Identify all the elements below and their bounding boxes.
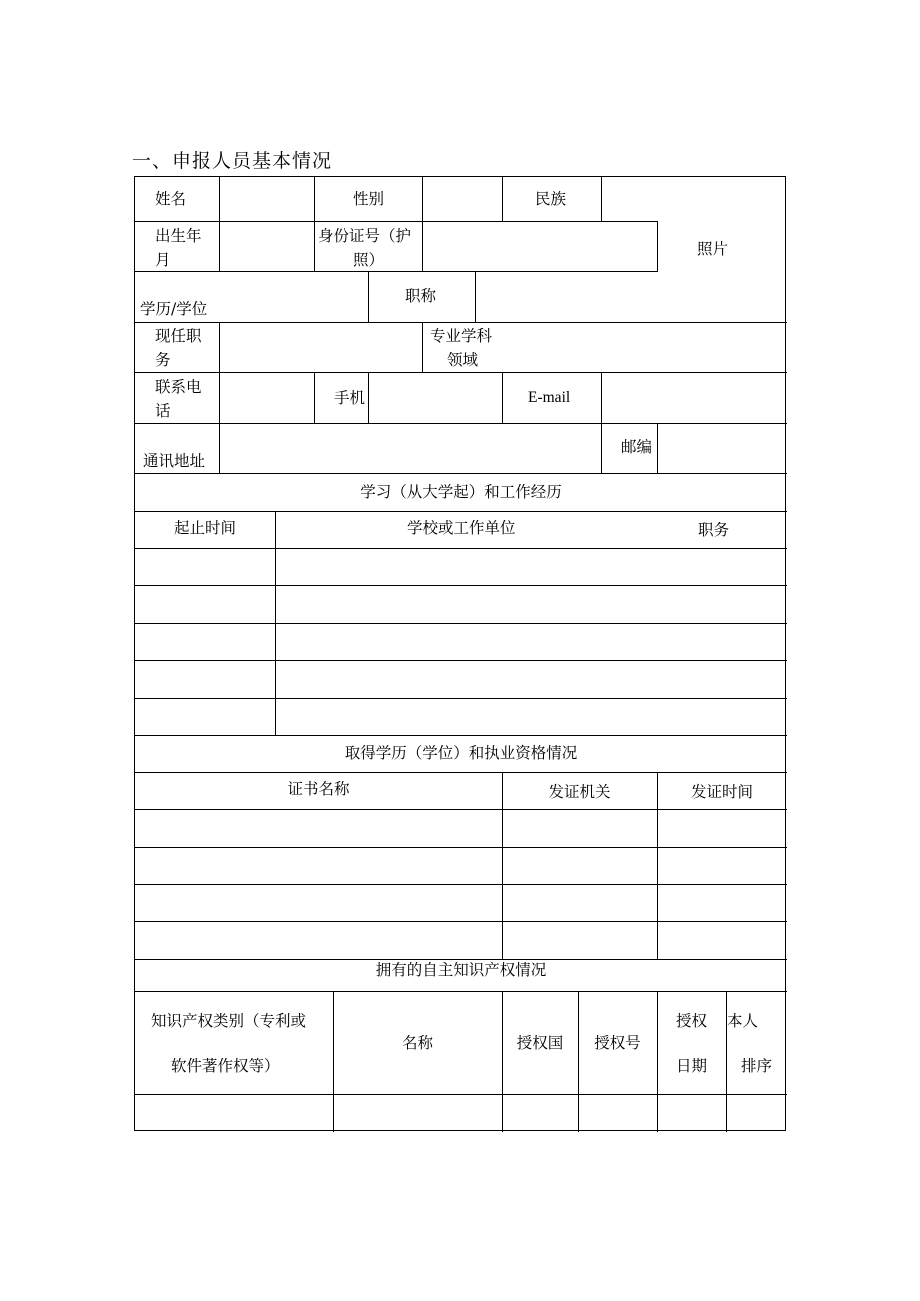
experience-row[interactable] [135,624,786,660]
ip-col-country: 授权国 [516,1034,564,1052]
id-label-line1: 身份证号（护 [318,227,412,245]
experience-col-unit: 学校或工作单位 [407,519,516,537]
experience-col-time: 起止时间 [173,519,236,537]
postcode-field[interactable] [658,424,786,473]
phone-label-line1: 联系电 [155,378,202,396]
col-divider [314,177,315,221]
col-divider [502,372,503,423]
qualification-col-authority: 发证机关 [548,783,611,801]
phone-field[interactable] [220,373,314,423]
qualification-row[interactable] [135,848,786,884]
experience-row[interactable] [135,661,786,698]
qualification-row[interactable] [135,810,786,847]
row-divider [135,511,787,512]
experience-section-header: 学习（从大学起）和工作经历 [360,483,562,501]
qualification-row[interactable] [135,885,786,921]
ip-col-type-line1: 知识产权类别（专利或 [151,1012,307,1030]
position-label-line1: 现任职 [155,327,202,345]
col-divider [314,221,315,272]
ip-col-type-line2: 软件著作权等） [171,1057,280,1075]
ip-col-date-line1: 授权 [675,1012,707,1030]
gender-field[interactable] [423,178,502,221]
qualification-col-date: 发证时间 [690,783,753,801]
photo-field[interactable] [658,178,786,322]
specialty-label-line1: 专业学科 [430,327,493,345]
specialty-label-line2: 领域 [447,351,479,369]
col-divider [601,423,602,473]
gender-label: 性别 [353,190,385,208]
title-field[interactable] [476,272,657,322]
education-field[interactable] [220,272,368,322]
name-field[interactable] [220,178,314,221]
address-label: 通讯地址 [143,452,206,470]
mobile-label: 手机 [334,389,366,407]
mobile-field[interactable] [369,373,502,423]
ip-section-header: 拥有的自主知识产权情况 [375,961,547,979]
ip-col-number: 授权号 [594,1034,641,1052]
qualification-col-cert: 证书名称 [287,780,350,798]
email-label: E-mail [528,389,571,406]
birth-label-line2: 月 [155,251,171,269]
ip-col-date-line2: 日期 [675,1057,707,1075]
education-label: 学历/学位 [140,300,208,318]
experience-row[interactable] [135,699,786,735]
row-divider [135,473,787,474]
birth-field[interactable] [220,222,314,271]
position-label-line2: 务 [155,351,171,369]
row-divider [135,735,787,736]
experience-row[interactable] [135,549,786,585]
name-label: 姓名 [155,190,187,208]
id-label-line2: 照） [353,251,385,269]
postcode-label: 邮编 [621,438,653,456]
email-field[interactable] [602,373,786,423]
qualification-section-header: 取得学历（学位）和执业资格情况 [344,744,578,762]
photo-label: 照片 [697,240,729,258]
ip-col-rank-line1: 本人 [727,1012,759,1030]
ethnicity-field[interactable] [602,178,657,221]
ip-col-name: 名称 [401,1034,433,1052]
row-divider [135,991,787,992]
specialty-field[interactable] [502,323,786,372]
applicant-info-form [134,176,786,1131]
col-divider [502,177,503,221]
title-label: 职称 [405,287,437,305]
experience-row[interactable] [135,586,786,623]
experience-col-duty: 职务 [698,521,730,539]
position-field[interactable] [220,323,422,372]
ethnicity-label: 民族 [535,190,567,208]
id-number-field[interactable] [423,222,657,271]
phone-label-line2: 话 [155,402,171,420]
col-divider [314,372,315,423]
birth-label-line1: 出生年 [155,227,202,245]
ip-col-rank-line2: 排序 [741,1057,773,1075]
section-title: 一、申报人员基本情况 [132,150,333,172]
col-divider [368,271,369,322]
col-divider [422,322,423,372]
row-divider [135,772,787,773]
ip-row[interactable] [135,1095,786,1130]
address-field[interactable] [220,424,601,473]
qualification-row[interactable] [135,922,786,959]
